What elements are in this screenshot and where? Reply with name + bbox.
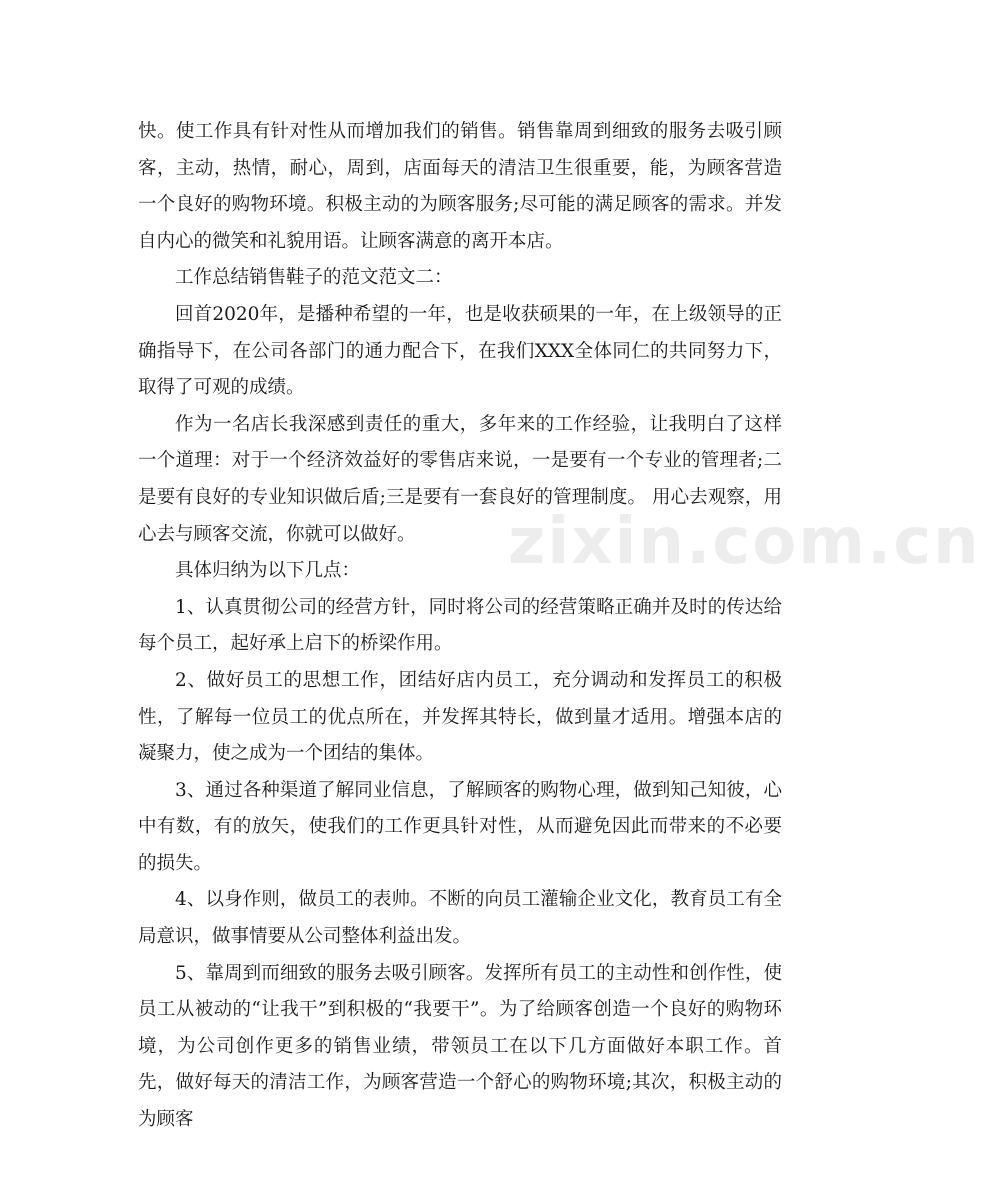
list-intro: 具体归纳为以下几点： [175, 560, 361, 582]
list-item: 2、做好员工的思想工作，团结好店内员工，充分调动和发挥员工的积极性，了解每一位员工的优点所在，并发挥其特长，做到量才适用。增强本店的凝聚力，使之成为一个团结的集体。 [138, 669, 782, 765]
list-item: 4、以身作则，做员工的表帅。不断的向员工灌输企业文化，教育员工有全局意识，做事情要从公司整体利益出发。 [138, 889, 782, 948]
list-item: 3、通过各种渠道了解同业信息，了解顾客的购物心理，做到知己知彼，心中有数，有的放矢，使我们的工作更具针对性，从而避免因此而带来的不必要的损失。 [138, 779, 782, 874]
paragraph: 回首2020年，是播种希望的一年，也是收获硕果的一年，在上级领导的正确指导下，在公司各部门的通力配合下，在我们XXX全体同仁的共同努力下，取得了可观的成绩。 [138, 303, 782, 399]
document-body [138, 114, 782, 1139]
section-heading: 工作总结销售鞋子的范文范文二： [175, 267, 453, 289]
list-item: 5、靠周到而细致的服务去吸引顾客。发挥所有员工的主动性和创作性，使员工从被动的“让我干”到积极的“我要干”。为了给顾客创造一个良好的购物环境，为公司创作更多的销售业绩，带领员工在以下几方面做好本职工作。首先，做好每天的清洁工作，为顾客营造一个舒心的购物环境;其次，积极主动的为顾客 [138, 962, 782, 1131]
watermark: zixin.com.cn [508, 505, 981, 579]
list-item: 1、认真贯彻公司的经营方针，同时将公司的经营策略正确并及时的传达给每个员工，起好承上启下的桥梁作用。 [138, 596, 782, 655]
paragraph-continuation: 快。使工作具有针对性从而增加我们的销售。销售靠周到细致的服务去吸引顾客，主动，热情，耐心，周到，店面每天的清洁卫生很重要，能，为顾客营造一个良好的购物环境。积极主动的为顾客服务;尽可能的满足顾客的需求。并发自内心的微笑和礼貌用语。让顾客满意的离开本店。 [138, 121, 782, 252]
paragraph: 作为一名店长我深感到责任的重大，多年来的工作经验，让我明白了这样一个道理：对于一个经济效益好的零售店来说，一是要有一个专业的管理者;二是要有良好的专业知识做后盾;三是要有一套良好的管理制度。 用心去观察，用心去与顾客交流，你就可以做好。 [138, 413, 782, 545]
